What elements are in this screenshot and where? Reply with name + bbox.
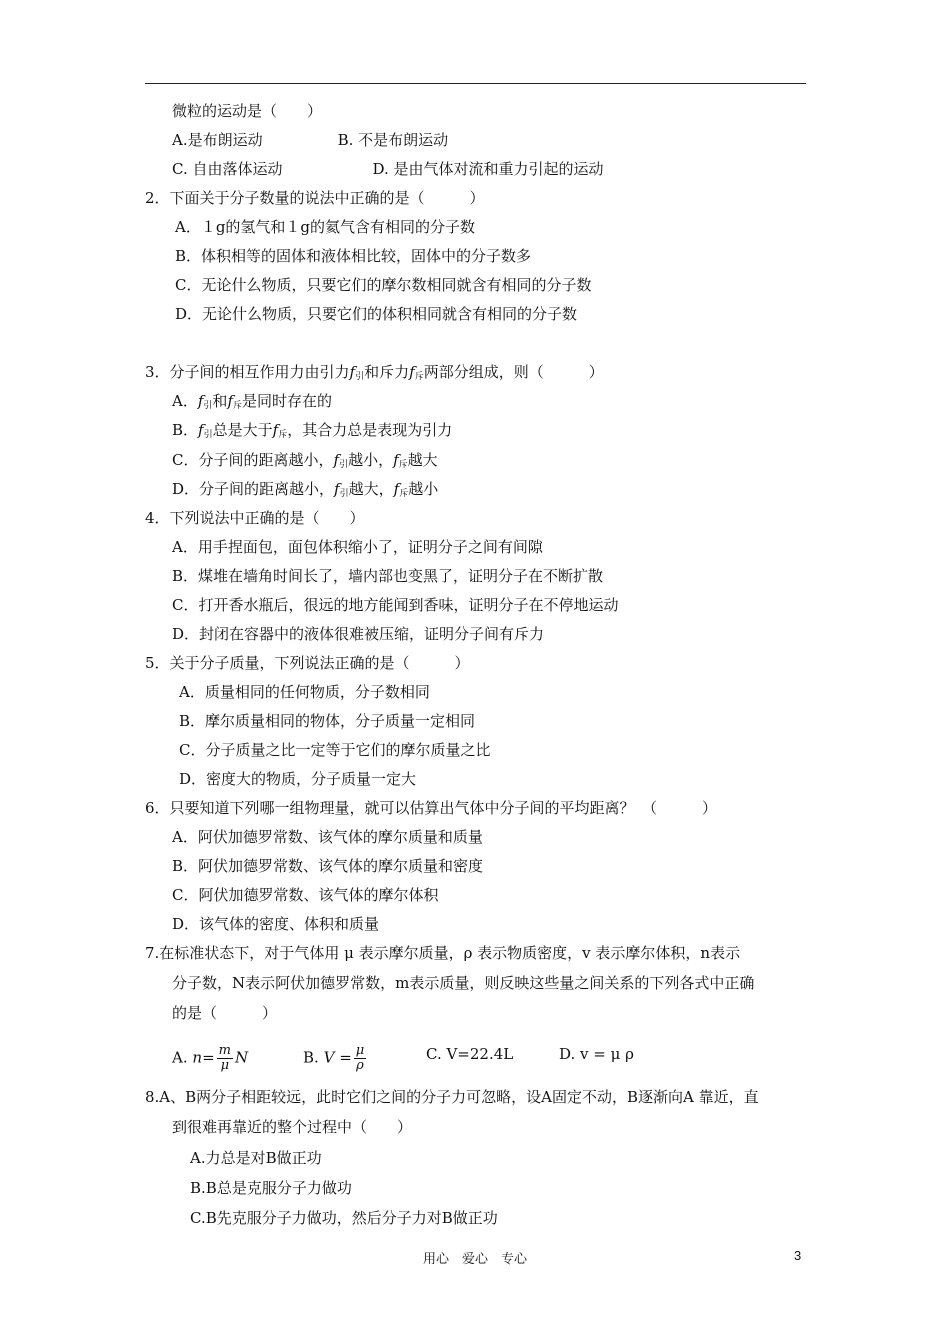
q7-option-d: D. v = μ ρ [559,1045,634,1063]
q6-stem: 6．只要知道下列哪一组物理量，就可以估算出气体中分子间的平均距离？ （ ） [145,799,718,817]
q3-option-a: A．$f_引$和$f_斥$是同时存在的 [172,392,333,411]
q5-stem: 5．关于分子质量，下列说法正确的是（ ） [145,654,470,672]
q3-option-c: C．分子间的距离越小，$f_引$越小，$f_斥$越大 [172,451,438,470]
q1-options-ab: A.是布朗运动 B. 不是布朗运动 [172,131,449,149]
q2-option-a: A．１g的氢气和１g的氦气含有相同的分子数 [175,218,476,236]
q1-tail: 微粒的运动是（ ） [172,102,323,120]
q7-stem-line1: 7.在标准状态下，对于气体用 μ 表示摩尔质量，ρ 表示物质密度，v 表示摩尔体积，n表示 [145,944,741,962]
q3-option-d: D．分子间的距离越小，$f_引$越大，$f_斥$越小 [172,480,439,499]
q7-stem-line2: 分子数，N表示阿伏加德罗常数，m表示质量，则反映这些量之间关系的下列各式中正确 [172,974,755,992]
q4-option-d: D．封闭在容器中的液体很难被压缩，证明分子间有斥力 [172,625,545,643]
q4-stem: 4．下列说法中正确的是（ ） [145,509,365,527]
q2-stem: 2．下面关于分子数量的说法中正确的是（ ） [145,189,485,207]
q8-option-b: B.B总是克服分子力做功 [190,1179,352,1197]
q8-stem-line1: 8.A、B两分子相距较远，此时它们之间的分子力可忽略，设A固定不动，B逐渐向A 靠近，直 [145,1088,759,1106]
q7-option-c: C. V=22.4L [426,1045,514,1063]
footer-slogan: 用心 爱心 专心 [422,1252,527,1267]
q7-b-fraction: $\frac{\mu}{\rho}$ [355,1043,365,1073]
q6-option-d: D．该气体的密度、体积和质量 [172,915,380,933]
q3-option-b: B．$f_引$总是大于$f_斥$，其合力总是表现为引力 [172,421,453,440]
q4-option-c: C．打开香水瓶后，很远的地方能闻到香味，证明分子在不停地运动 [172,596,619,614]
q6-option-b: B．阿伏加德罗常数、该气体的摩尔质量和密度 [172,857,484,875]
q3-stem: 3．分子间的相互作用力由引力$f_引$和斥力$f_斥$两部分组成，则（ ） [145,363,604,382]
q6-option-c: C．阿伏加德罗常数、该气体的摩尔体积 [172,886,439,904]
q6-option-a: A．阿伏加德罗常数、该气体的摩尔质量和质量 [172,828,483,846]
q1-options-cd: C. 自由落体运动 D. 是由气体对流和重力引起的运动 [172,160,604,178]
q7-a-fraction: $\frac{m}{\mu}$ [218,1043,231,1073]
q5-option-a: A．质量相同的任何物质，分子数相同 [179,683,430,701]
q7-option-b: B. V = $\frac{\mu}{\rho}$ [303,1043,365,1073]
q2-option-b: B．体积相等的固体和液体相比较，固体中的分子数多 [175,247,532,265]
q8-stem-line2: 到很难再靠近的整个过程中（ ） [172,1118,413,1136]
q7-option-a: A. n= $\frac{m}{\mu}$ N [172,1043,249,1073]
q4-option-b: B．煤堆在墙角时间长了，墙内部也变黑了，证明分子在不断扩散 [172,567,604,585]
q8-option-a: A.力总是对B做正功 [190,1149,322,1167]
header-rule [145,83,806,84]
q8-option-c: C.B先克服分子力做功，然后分子力对B做正功 [190,1209,498,1227]
q2-option-d: D．无论什么物质，只要它们的体积相同就含有相同的分子数 [175,305,578,323]
q4-option-a: A．用手捏面包，面包体积缩小了，证明分子之间有间隙 [172,538,543,556]
q7-stem-line3: 的是（ ） [172,1004,278,1022]
q5-option-b: B．摩尔质量相同的物体，分子质量一定相同 [179,712,476,730]
page-number: 3 [794,1248,802,1263]
q2-option-c: C．无论什么物质，只要它们的摩尔数相同就含有相同的分子数 [175,276,592,294]
q5-option-d: D．密度大的物质，分子质量一定大 [179,770,417,788]
q5-option-c: C．分子质量之比一定等于它们的摩尔质量之比 [179,741,491,759]
